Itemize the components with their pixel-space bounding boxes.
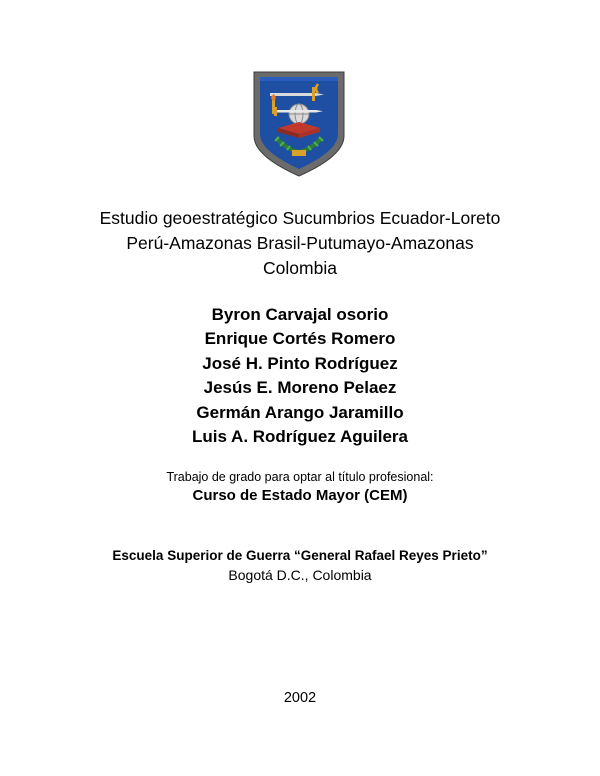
institution-place: Bogotá D.C., Colombia [228,567,372,583]
author-name: José H. Pinto Rodríguez [202,353,398,373]
author-name: Byron Carvajal osorio [211,305,389,324]
degree-note: Trabajo de grado para optar al título profesional: [166,470,434,484]
author-name: Jesús E. Moreno Pelaez [203,378,397,398]
school-crest-emblem [248,70,350,178]
publication-year: 2002 [283,690,317,706]
document-title [60,206,540,281]
author-name: Enrique Cortés Romero [204,329,396,349]
degree-name: Curso de Estado Mayor (CEM) [192,487,408,504]
institution-name: Escuela Superior de Guerra “General Rafael Reyes Prieto” [112,548,488,563]
author-list [60,303,540,449]
document-title-line-3: Colombia [263,258,337,278]
author-name: Germán Arango Jaramillo [196,402,404,422]
document-title-line-2: Perú-Amazonas Brasil-Putumayo-Amazonas [126,233,474,253]
author-name: Luis A. Rodríguez Aguilera [192,427,408,447]
document-title-line-1: Estudio geoestratégico Sucumbrios Ecuador-Loreto [99,208,501,228]
military-school-crest-icon [248,70,350,178]
